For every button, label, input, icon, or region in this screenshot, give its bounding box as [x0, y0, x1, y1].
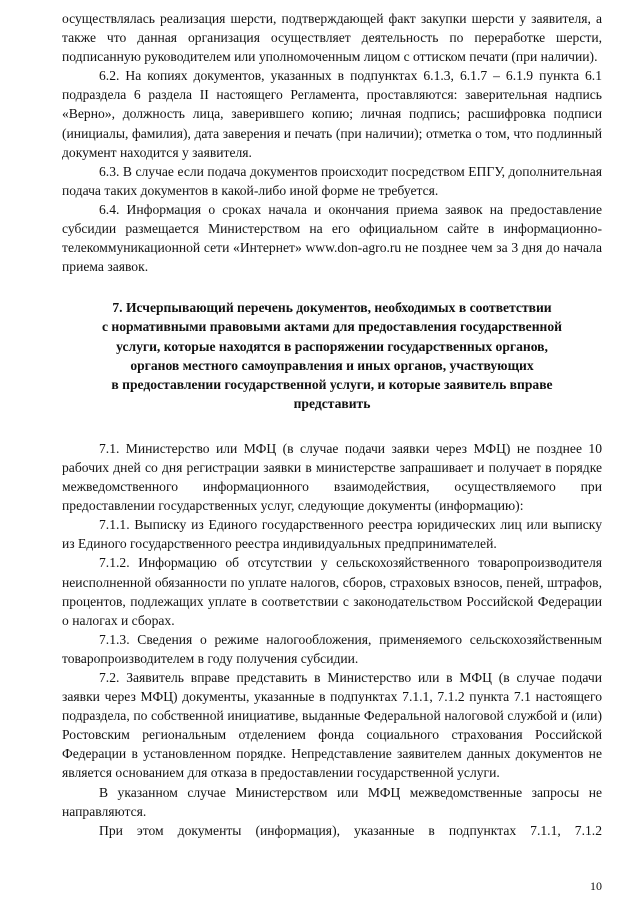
- heading-line: представить: [293, 395, 371, 411]
- heading-line: в предоставлении государственной услуги, и которые заявитель вправе: [111, 376, 553, 392]
- paragraph-continuation: осуществлялась реализация шерсти, подтверждающей факт закупки шерсти у заявителя, а также что данная организация осуществляет деятельность по переработке шерсти, подписанную руководителем или уполномоченным лицом с оттиском печати (при наличии).: [62, 11, 602, 65]
- paragraph-7-1-2: 7.1.2. Информацию об отсутствии у сельскохозяйственного товаропроизводителя неисполненной обязанности по уплате налогов, сборов, страховых взносов, пеней, штрафов, процентов, подлежащих уплате в соответствии с законодательством Российской Федерации о налогах и сборах.: [62, 555, 602, 628]
- heading-line: 7. Исчерпывающий перечень документов, необходимых в соответствии: [112, 300, 552, 316]
- paragraph-6-4: 6.4. Информация о сроках начала и окончания приема заявок на предоставление субсидии размещается Министерством на его официальном сайте в информационно-телекоммуникационной сети «Интернет» www.don-agro.ru не позднее чем за 3 дня до начала приема заявок.: [62, 201, 602, 275]
- paragraph-7-1: 7.1. Министерство или МФЦ (в случае подачи заявки через МФЦ) не позднее 10 рабочих дней со дня регистрации заявки в министерстве запрашивает и получает в порядке межведомственного информационного взаимодействия, осуществляемого при предоставлении государственных услуг, следующие документы (информацию):: [62, 440, 602, 514]
- paragraph-6-3: 6.3. В случае если подача документов происходит посредством ЕПГУ, дополнительная подача таких документов в какой-либо иной форме не требуется.: [62, 163, 602, 198]
- heading-line: с нормативными правовыми актами для предоставления государственной: [101, 319, 563, 335]
- page-number: 10: [590, 879, 602, 893]
- paragraph-7-1-3: 7.1.3. Сведения о режиме налогообложения, применяемого сельскохозяйственным товаропроизводителем в году получения субсидии.: [62, 631, 602, 666]
- paragraph-7-1-1: 7.1.1. Выписку из Единого государственного реестра юридических лиц или выписку из Единого государственного реестра индивидуальных предпринимателей.: [62, 517, 602, 552]
- heading-line: органов местного самоуправления и иных органов, участвующих: [130, 357, 534, 373]
- paragraph-6-2: 6.2. На копиях документов, указанных в подпунктах 6.1.3, 6.1.7 – 6.1.9 пункта 6.1 подраздела 6 раздела II настоящего Регламента, проставляются: заверительная надпись «Верно», должность лица, заверившего копию; личная подпись; расшифровка подписи (инициалы, фамилия), дата заверения и печать (при наличии); отметка о том, что подлинный документ находится у заявителя.: [62, 68, 602, 160]
- paragraph-7-2: 7.2. Заявитель вправе представить в Министерство или в МФЦ (в случае подачи заявки через МФЦ) документы, указанные в подпунктах 7.1.1, 7.1.2 пункта 7.1 настоящего подраздела, по собственной инициативе, выданные Федеральной налоговой службой и (или) Ростовским региональным отделением фонда социального страхования Российской Федерации в установленном порядке. Непредставление заявителем данных документов не является основанием для отказа в предоставлении государственной услуги.: [62, 670, 602, 781]
- paragraph-continues: При этом документы (информация), указанные в подпунктах 7.1.1, 7.1.2: [99, 822, 602, 838]
- heading-line: услуги, которые находятся в распоряжении государственных органов,: [116, 338, 548, 354]
- section-7-heading: [62, 298, 602, 413]
- paragraph-no-requests: В указанном случае Министерством или МФЦ межведомственные запросы не направляются.: [62, 784, 602, 819]
